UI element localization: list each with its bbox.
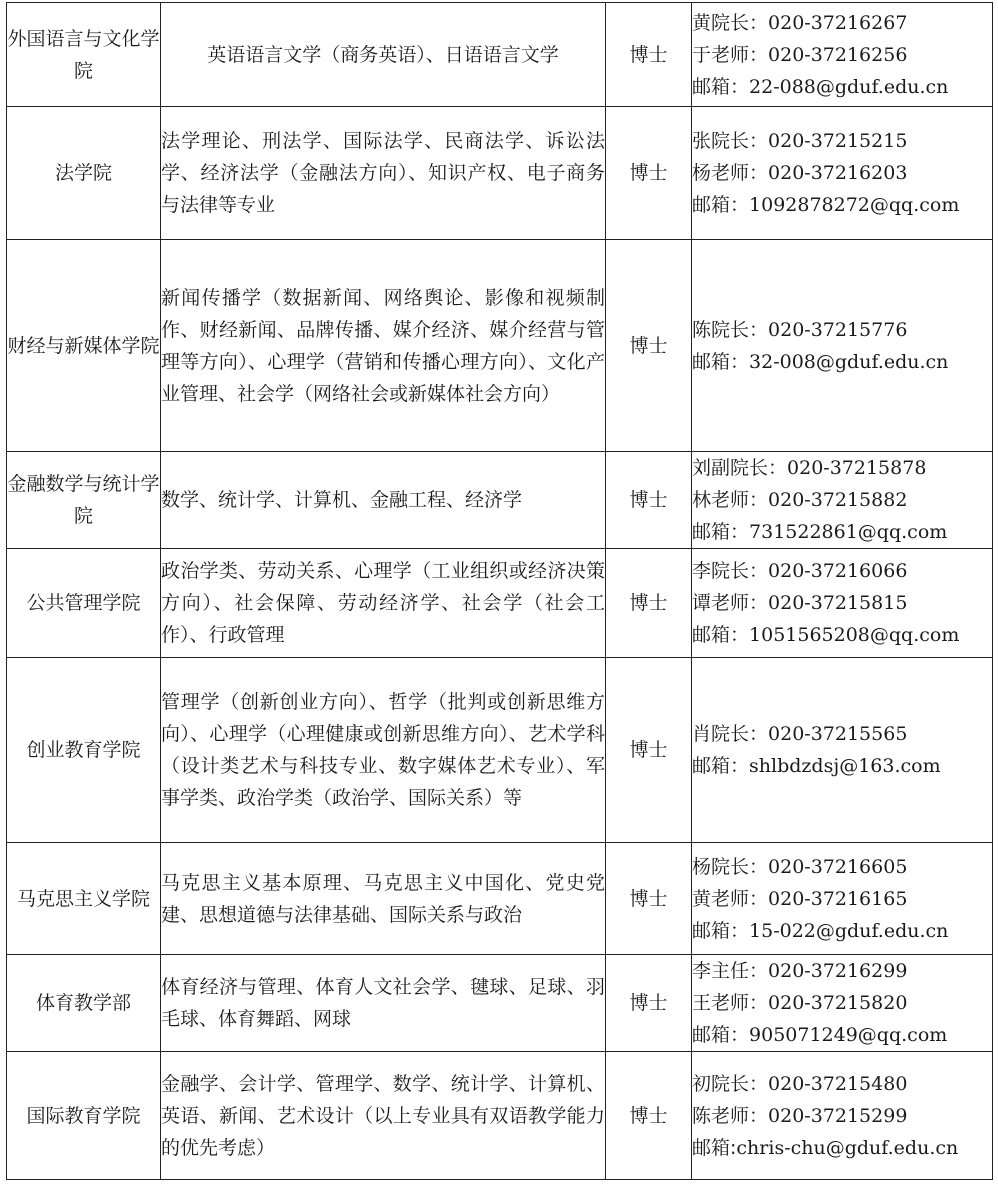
contact-label: 陈老师： [692, 1104, 769, 1127]
degree-cell: 博士 [606, 240, 692, 452]
majors-cell: 政治学类、劳动关系、心理学（工业组织或经济决策方向）、社会保障、劳动经济学、社会学（社会工作）、行政管理 [161, 549, 606, 658]
contact-label: 邮箱： [692, 1024, 750, 1046]
table-row [7, 843, 993, 955]
contact-label: 杨老师： [692, 162, 769, 184]
degree-cell: 博士 [606, 107, 692, 240]
contact-phone-line [692, 125, 992, 157]
contact-value: 020-37215878 [787, 457, 927, 479]
contact-email-line [692, 516, 992, 548]
contact-label: 黄老师： [692, 887, 769, 910]
contact-label: 邮箱： [692, 521, 750, 543]
contact-phone-line [692, 7, 992, 39]
contact-email-line [692, 189, 992, 221]
table-row [7, 240, 993, 452]
contact-phone-line [692, 484, 992, 516]
contact-label: 李主任： [692, 960, 769, 982]
degree-cell: 博士 [606, 3, 692, 107]
contact-email-line [692, 71, 992, 103]
contact-value: 020-37215480 [768, 1072, 908, 1095]
contact-label: 肖院长： [692, 723, 769, 745]
contact-value: 020-37216256 [768, 43, 908, 66]
contact-phone-line [692, 1068, 992, 1100]
contact-phone-line [692, 955, 992, 987]
contact-phone-line [692, 851, 992, 883]
contact-label: 黄院长： [692, 11, 769, 34]
majors-cell: 马克思主义基本原理、马克思主义中国化、党史党建、思想道德与法律基础、国际关系与政治 [161, 843, 606, 955]
contact-phone-line [692, 555, 992, 587]
contact-label: 陈院长： [692, 318, 769, 341]
contact-phone-line [692, 1100, 992, 1132]
department-cell: 法学院 [7, 107, 161, 240]
table-row [7, 1052, 993, 1180]
table-row [7, 549, 993, 658]
contact-value: 905071249@qq.com [749, 1024, 948, 1046]
department-cell: 马克思主义学院 [7, 843, 161, 955]
contact-email-line [692, 1132, 992, 1164]
degree-cell: 博士 [606, 549, 692, 658]
contact-label: 初院长： [692, 1072, 769, 1095]
contact-value: 020-37215820 [768, 992, 908, 1014]
majors-cell: 金融学、会计学、管理学、数学、统计学、计算机、英语、新闻、艺术设计（以上专业具有双语教学能力的优先考虑） [161, 1052, 606, 1180]
contact-phone-line [692, 587, 992, 619]
contact-value: 22-088@gduf.edu.cn [749, 75, 949, 98]
department-cell: 公共管理学院 [7, 549, 161, 658]
department-cell: 外国语言与文化学院 [7, 3, 161, 107]
table-row [7, 452, 993, 549]
table-row [7, 658, 993, 843]
contact-email-line [692, 1019, 992, 1051]
contact-phone-line [692, 883, 992, 915]
contact-value: shlbdzdsj@163.com [749, 755, 941, 777]
contact-label: 王老师： [692, 992, 769, 1014]
contact-label: 邮箱： [692, 75, 750, 98]
degree-cell: 博士 [606, 658, 692, 843]
contact-value: 15-022@gduf.edu.cn [749, 919, 949, 942]
degree-cell: 博士 [606, 955, 692, 1052]
table-row [7, 955, 993, 1052]
contact-value: 731522861@qq.com [749, 521, 948, 543]
contact-value: 020-37215215 [768, 130, 908, 152]
contact-label: 邮箱： [692, 919, 750, 942]
contact-label: 谭老师： [692, 592, 769, 614]
department-cell: 金融数学与统计学院 [7, 452, 161, 549]
contact-label: 邮箱： [692, 350, 750, 373]
contact-label: 邮箱： [692, 755, 750, 777]
contact-label: 杨院长： [692, 855, 769, 878]
contact-email-line [692, 346, 992, 378]
contact-cell [692, 658, 993, 843]
contact-value: 1051565208@qq.com [749, 624, 960, 646]
contact-label: 于老师： [692, 43, 769, 66]
department-cell: 国际教育学院 [7, 1052, 161, 1180]
majors-cell: 管理学（创新创业方向）、哲学（批判或创新思维方向）、心理学（心理健康或创新思维方向）、艺术学科（设计类艺术与科技专业、数字媒体艺术专业）、军事学类、政治学类（政治学、国际关系）等 [161, 658, 606, 843]
contact-label: 李院长： [692, 560, 769, 582]
contact-value: chris-chu@gduf.edu.cn [736, 1136, 959, 1159]
contact-value: 32-008@gduf.edu.cn [749, 350, 949, 373]
contact-cell [692, 1052, 993, 1180]
contact-cell [692, 549, 993, 658]
contact-value: 1092878272@qq.com [749, 194, 960, 216]
contact-value: 020-37215882 [768, 489, 908, 511]
contact-value: 020-37216267 [768, 11, 908, 34]
contact-cell [692, 955, 993, 1052]
contact-value: 020-37215815 [768, 592, 908, 614]
majors-cell: 数学、统计学、计算机、金融工程、经济学 [161, 452, 606, 549]
contact-value: 020-37216605 [768, 855, 908, 878]
contact-value: 020-37216066 [768, 560, 908, 582]
contact-email-line [692, 750, 992, 782]
contact-label: 邮箱： [692, 624, 750, 646]
degree-cell: 博士 [606, 843, 692, 955]
majors-cell: 法学理论、刑法学、国际法学、民商法学、诉讼法学、经济法学（金融法方向）、知识产权、电子商务与法律等专业 [161, 107, 606, 240]
department-cell: 财经与新媒体学院 [7, 240, 161, 452]
table-row [7, 107, 993, 240]
contact-phone-line [692, 314, 992, 346]
degree-cell: 博士 [606, 1052, 692, 1180]
department-cell: 创业教育学院 [7, 658, 161, 843]
contact-label: 张院长： [692, 130, 769, 152]
contact-value: 020-37216299 [768, 960, 908, 982]
contact-phone-line [692, 157, 992, 189]
table-row [7, 3, 993, 107]
majors-cell: 英语语言文学（商务英语）、日语语言文学 [161, 3, 606, 107]
contact-phone-line [692, 452, 992, 484]
degree-cell: 博士 [606, 452, 692, 549]
table-body [7, 3, 993, 1180]
majors-cell: 新闻传播学（数据新闻、网络舆论、影像和视频制作、财经新闻、品牌传播、媒介经济、媒介经营与管理等方向）、心理学（营销和传播心理方向）、文化产业管理、社会学（网络社会或新媒体社会方向） [161, 240, 606, 452]
department-cell: 体育教学部 [7, 955, 161, 1052]
contact-value: 020-37216165 [768, 887, 908, 910]
contact-value: 020-37215776 [768, 318, 908, 341]
contact-phone-line [692, 718, 992, 750]
contact-cell [692, 843, 993, 955]
majors-cell: 体育经济与管理、体育人文社会学、毽球、足球、羽毛球、体育舞蹈、网球 [161, 955, 606, 1052]
contact-phone-line [692, 39, 992, 71]
contact-label: 林老师： [692, 489, 769, 511]
contact-cell [692, 240, 993, 452]
contact-email-line [692, 915, 992, 947]
contact-cell [692, 3, 993, 107]
contact-label: 刘副院长： [692, 457, 788, 479]
contact-phone-line [692, 987, 992, 1019]
contact-label: 邮箱: [692, 1136, 737, 1159]
contact-cell [692, 107, 993, 240]
contact-cell [692, 452, 993, 549]
contact-label: 邮箱： [692, 194, 750, 216]
contact-value: 020-37216203 [768, 162, 908, 184]
contact-value: 020-37215299 [768, 1104, 908, 1127]
contact-value: 020-37215565 [768, 723, 908, 745]
recruitment-table [6, 2, 993, 1180]
contact-email-line [692, 619, 992, 651]
